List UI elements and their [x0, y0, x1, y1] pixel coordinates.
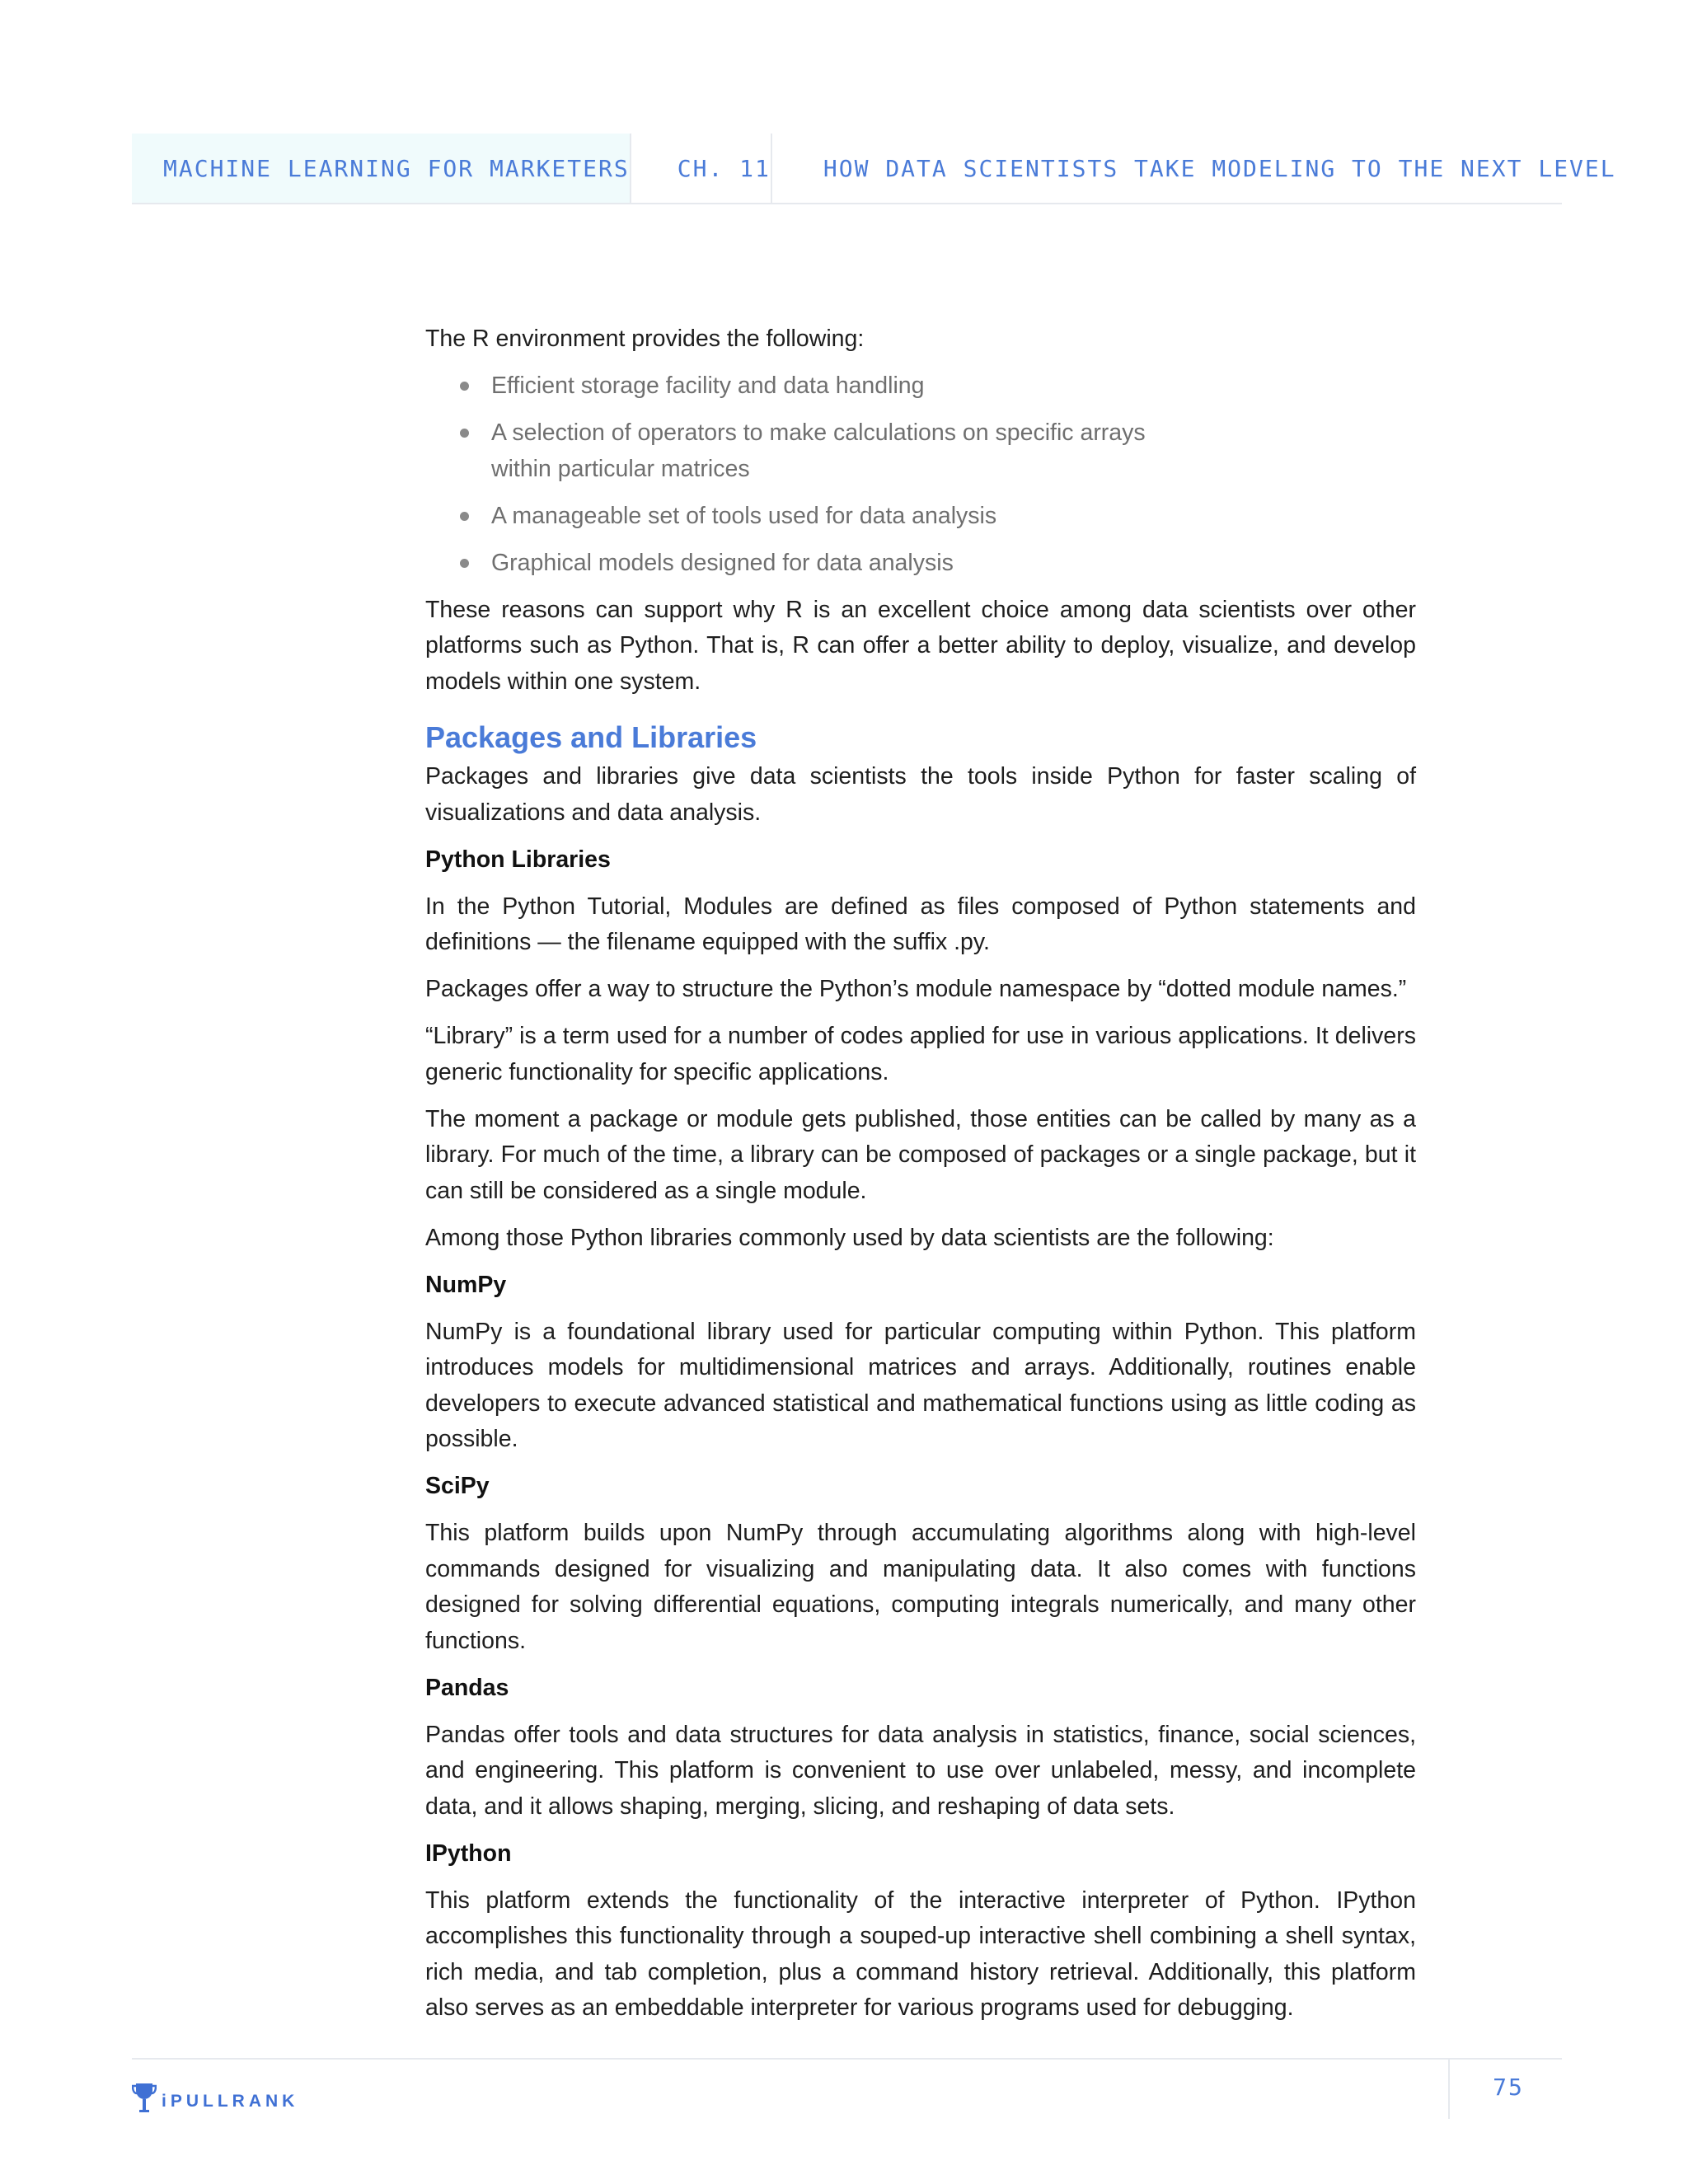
- intro-paragraph: The R environment provides the following:: [425, 326, 865, 352]
- section-heading: Packages and Libraries: [425, 720, 757, 754]
- published-package-paragraph: The moment a package or module gets published, those entities can be called by many as a library. For much of the time, a library can be composed of packages or a single package, but it can still be considered as a single module.: [425, 1105, 1416, 1204]
- packages-paragraph: Packages offer a way to structure the Python’s module namespace by “dotted module names.”: [425, 976, 1407, 1002]
- ipython-paragraph: This platform extends the functionality of the interactive interpreter of Python. IPython accomplishes this functionality through a souped-up interactive shell combining a shell syntax, rich media, and tab completion, plus a command history retrieval. Additionally, this platform also serves as an embeddable interpreter for various programs used for debugging.: [425, 1886, 1416, 2021]
- list-item-text: Efficient storage facility and data handling: [491, 373, 925, 399]
- pandas-paragraph: Pandas offer tools and data structures for data analysis in statistics, finance, social sciences, and engineering. This platform is convenient to use over unlabeled, messy, and incomplete data, and it allows shaping, merging, slicing, and reshaping of data sets.: [425, 1721, 1416, 1820]
- bullet-dot-icon: [460, 559, 469, 568]
- common-libraries-paragraph: Among those Python libraries commonly used by data scientists are the following:: [425, 1224, 1274, 1251]
- running-header: [132, 134, 1616, 204]
- page-body: [425, 321, 1416, 2037]
- trophy-icon: [132, 2080, 157, 2115]
- footer-separator: [1448, 2060, 1450, 2119]
- numpy-heading: NumPy: [425, 1271, 507, 1298]
- footer-divider: [132, 2058, 1562, 2060]
- list-item-text: Graphical models designed for data analysis: [491, 549, 954, 576]
- page-number: 75: [1493, 2074, 1524, 2101]
- scipy-heading: SciPy: [425, 1473, 490, 1499]
- header-chapter: CH. 11: [631, 134, 772, 203]
- ipullrank-logo: [132, 2080, 298, 2115]
- section-intro-paragraph: Packages and libraries give data scientists the tools inside Python for faster scaling of visualizations and data analysis.: [425, 763, 1416, 826]
- logo-text: iPULLRANK: [162, 2092, 299, 2111]
- library-definition-paragraph: “Library” is a term used for a number of codes applied for use in various applications. It delivers generic functionality for specific applications.: [425, 1023, 1416, 1085]
- bullet-dot-icon: [460, 382, 469, 391]
- header-chapter-title: HOW DATA SCIENTISTS TAKE MODELING TO THE NEXT LEVEL: [823, 154, 1616, 182]
- reasons-paragraph: These reasons can support why R is an excellent choice among data scientists over other platforms such as Python. That is, R can offer a better ability to deploy, visualize, and develop models within one system.: [425, 596, 1416, 695]
- header-book-title: MACHINE LEARNING FOR MARKETERS: [132, 134, 631, 203]
- list-item: [425, 415, 1416, 487]
- numpy-paragraph: NumPy is a foundational library used for particular computing within Python. This platform introduces models for multidimensional matrices and arrays. Additionally, routines enable developers to execute advanced statistical and mathematical functions using as little coding as possible.: [425, 1318, 1416, 1452]
- ipython-heading: IPython: [425, 1840, 512, 1867]
- scipy-paragraph: This platform builds upon NumPy through accumulating algorithms along with high-level commands designed for visualizing and manipulating data. It also comes with functions designed for solving differential equations, computing integrals numerically, and many other functions.: [425, 1520, 1416, 1654]
- list-item-text: within particular matrices: [491, 455, 750, 482]
- list-item: [425, 546, 1416, 582]
- r-features-list: [425, 368, 1416, 581]
- pandas-heading: Pandas: [425, 1674, 509, 1701]
- bullet-dot-icon: [460, 429, 469, 438]
- modules-paragraph: In the Python Tutorial, Modules are defined as files composed of Python statements and definitions — the filename equipped with the suffix .py.: [425, 893, 1416, 955]
- python-libraries-heading: Python Libraries: [425, 846, 611, 873]
- list-item-text: A selection of operators to make calculations on specific arrays: [491, 419, 1146, 446]
- list-item: [425, 499, 1416, 535]
- list-item-text: A manageable set of tools used for data analysis: [491, 502, 997, 529]
- bullet-dot-icon: [460, 512, 469, 521]
- list-item: [425, 368, 1416, 405]
